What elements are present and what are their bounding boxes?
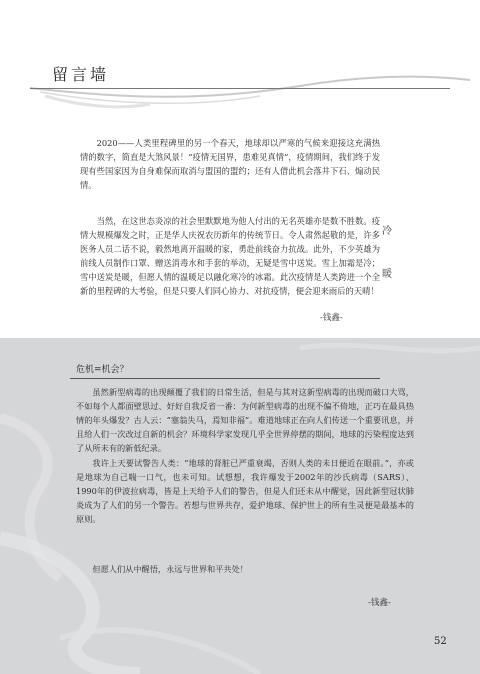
section-title: 危机=机会？ xyxy=(76,365,129,375)
letter1-signature: -钱鑫- xyxy=(320,313,343,323)
section-title-underline xyxy=(70,378,380,379)
letter2-signature: -钱鑫- xyxy=(368,598,391,608)
side-title-char-2: 暖 xyxy=(382,269,392,280)
letter2-paragraph-2: 我许上天要试警告人类：“地球的肾脏已严重衰竭，否则人类的未日便近在眼前。”，亦或是地球为自己喘一口气，也未可知。试想想，我许爆发于2002年的沙氏病毒（SARS）、1990年的伊波拉病毒，皆是上天给予人们的警告，但是人们还未从中醒觉，因此新型冠状肺炎成为了人们的另一个警告。若想与世界共存，爱护地球、保护世上的所有生灵便是最基本的原则。 xyxy=(76,458,414,524)
header-divider xyxy=(30,88,450,89)
page-number: 52 xyxy=(434,636,447,647)
letter2-paragraph-1: 虽然新型病毒的出现颠覆了我们的日常生活，但是与其对这新型病毒的出现而破口大骂，不如每个人都面壁思过、好好自我反省一番：为何新型病毒的出现不偏不倚地，正巧在最具热情的年头爆发？古人云：“塞翁失马，焉知非福”。难道地球正在向人们传送一个重要讯息，并且给人们一次改过自新的机会？环境科学家发现几乎全世界停摆的期间，地球的污染程度达到了从所未有的新低纪录。 xyxy=(76,387,414,453)
side-title-char-1: 冷 xyxy=(382,226,392,237)
page-title: 留言墙 xyxy=(52,65,110,84)
letter1-paragraph-2: 当然，在这世态炎凉的社会里默默地为他人付出的无名英雄亦是数不胜数。疫情大规模爆发之时，正是华人庆祝农历新年的传统节日。令人肃然起敬的是，许多医务人员二话不说，毅然地离开温暖的家，勇赴前线奋力抗战。此外，不少英雄为前线人员制作口罩、赠送消毒水和手套的举动，无疑是雪中送炭。雪上加霜是冷；雪中送炭是暖，但愿人情的温暖足以融化寒冷的冰霜。此次疫情是人类跨进一个全新的里程碑的大考验，但是只要人们同心协力、对抗疫情，便会迎来雨后的天晴！ xyxy=(80,216,380,296)
letter1-paragraph-1: 2020——人类里程碑里的另一个春天，地球却以严寒的气候来迎接这充满热情的数字，简直是大煞风景！“疫情无国界，患难见真情”，疫情期间，我们终于发现有些国家因为自身难保而取消与盟国的盟约；还有人借此机会落井下石、煽动民情。 xyxy=(80,138,380,190)
letter2-paragraph-3: 但愿人们从中醒悟，永远与世界和平共处！ xyxy=(92,564,248,574)
